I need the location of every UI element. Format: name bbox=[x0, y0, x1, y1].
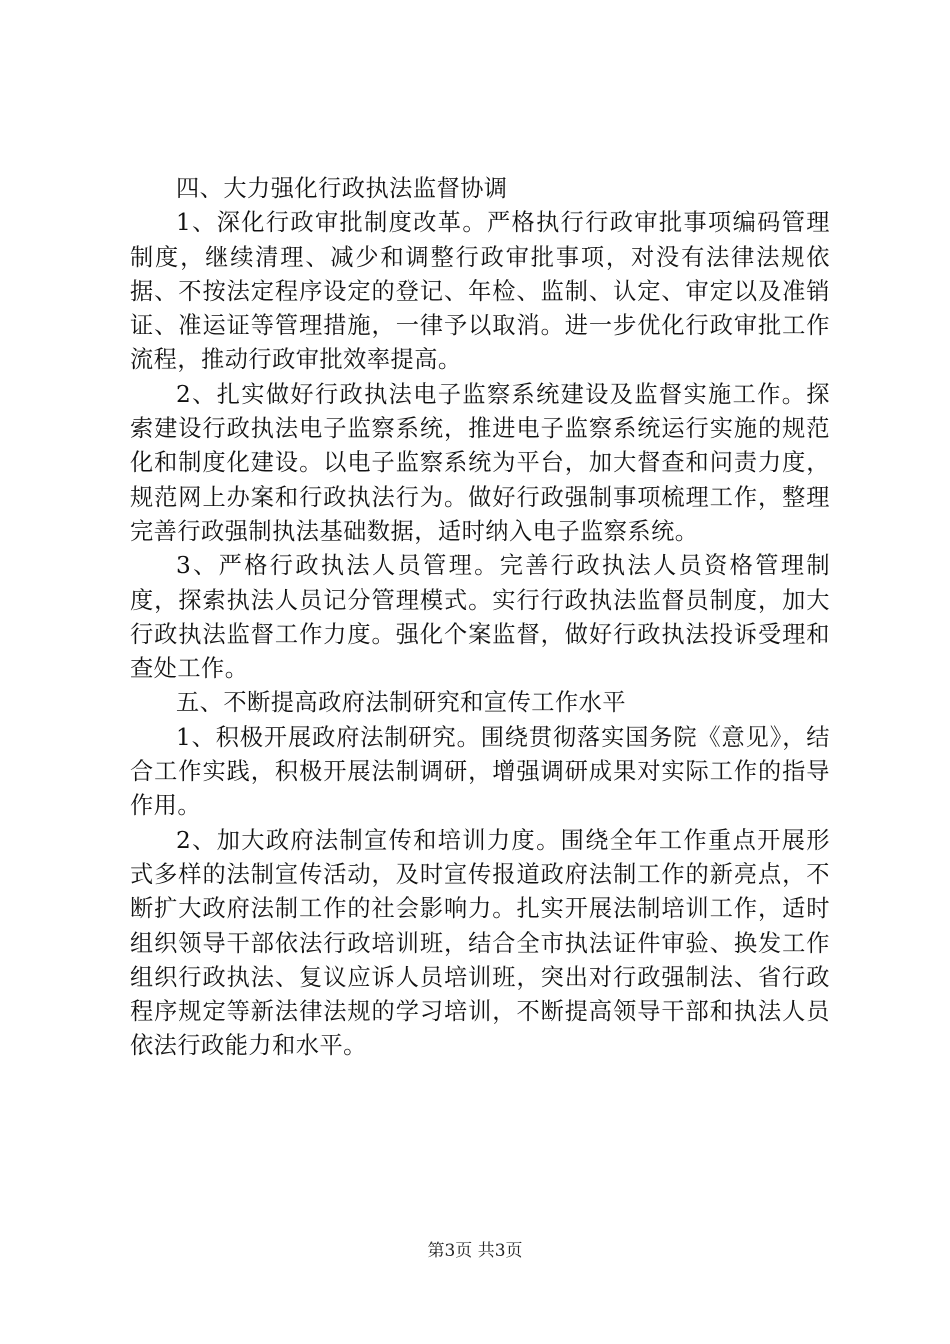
paragraph-4-3: 3、严格行政执法人员管理。完善行政执法人员资格管理制度，探索执法人员记分管理模式。实行行政执法监督员制度，加大行政执法监督工作力度。强化个案监督，做好行政执法投诉受理和查处工作。 bbox=[130, 552, 830, 683]
paragraph-5-2: 2、加大政府法制宣传和培训力度。围绕全年工作重点开展形式多样的法制宣传活动，及时宣传报道政府法制工作的新亮点，不断扩大政府法制工作的社会影响力。扎实开展法制培训工作，适时组织领导干部依法行政培训班，结合全市执法证件审验、换发工作组织行政执法、复议应诉人员培训班，突出对行政强制法、省行政程序规定等新法律法规的学习培训，不断提高领导干部和执法人员依法行政能力和水平。 bbox=[130, 826, 830, 1060]
paragraph-4-2: 2、扎实做好行政执法电子监察系统建设及监督实施工作。探索建设行政执法电子监察系统，推进电子监察系统运行实施的规范化和制度化建设。以电子监察系统为平台，加大督查和问责力度，规范网上办案和行政执法行为。做好行政强制事项梳理工作，整理完善行政强制执法基础数据，适时纳入电子监察系统。 bbox=[130, 380, 830, 545]
paragraph-4-1: 1、深化行政审批制度改革。严格执行行政审批事项编码管理制度，继续清理、减少和调整行政审批事项，对没有法律法规依据、不按法定程序设定的登记、年检、监制、认定、审定以及准销证、准运证等管理措施，一律予以取消。进一步优化行政审批工作流程，推动行政审批效率提高。 bbox=[130, 209, 830, 374]
page-number-footer: 第3页 共3页 bbox=[427, 1241, 523, 1261]
document-body bbox=[130, 172, 830, 1064]
paragraph-5-1: 1、积极开展政府法制研究。围绕贯彻落实国务院《意见》，结合工作实践，积极开展法制调研，增强调研成果对实际工作的指导作用。 bbox=[130, 723, 830, 820]
section-heading-4: 四、大力强化行政执法监督协调 bbox=[176, 175, 508, 202]
section-heading-5: 五、不断提高政府法制研究和宣传工作水平 bbox=[176, 689, 627, 717]
